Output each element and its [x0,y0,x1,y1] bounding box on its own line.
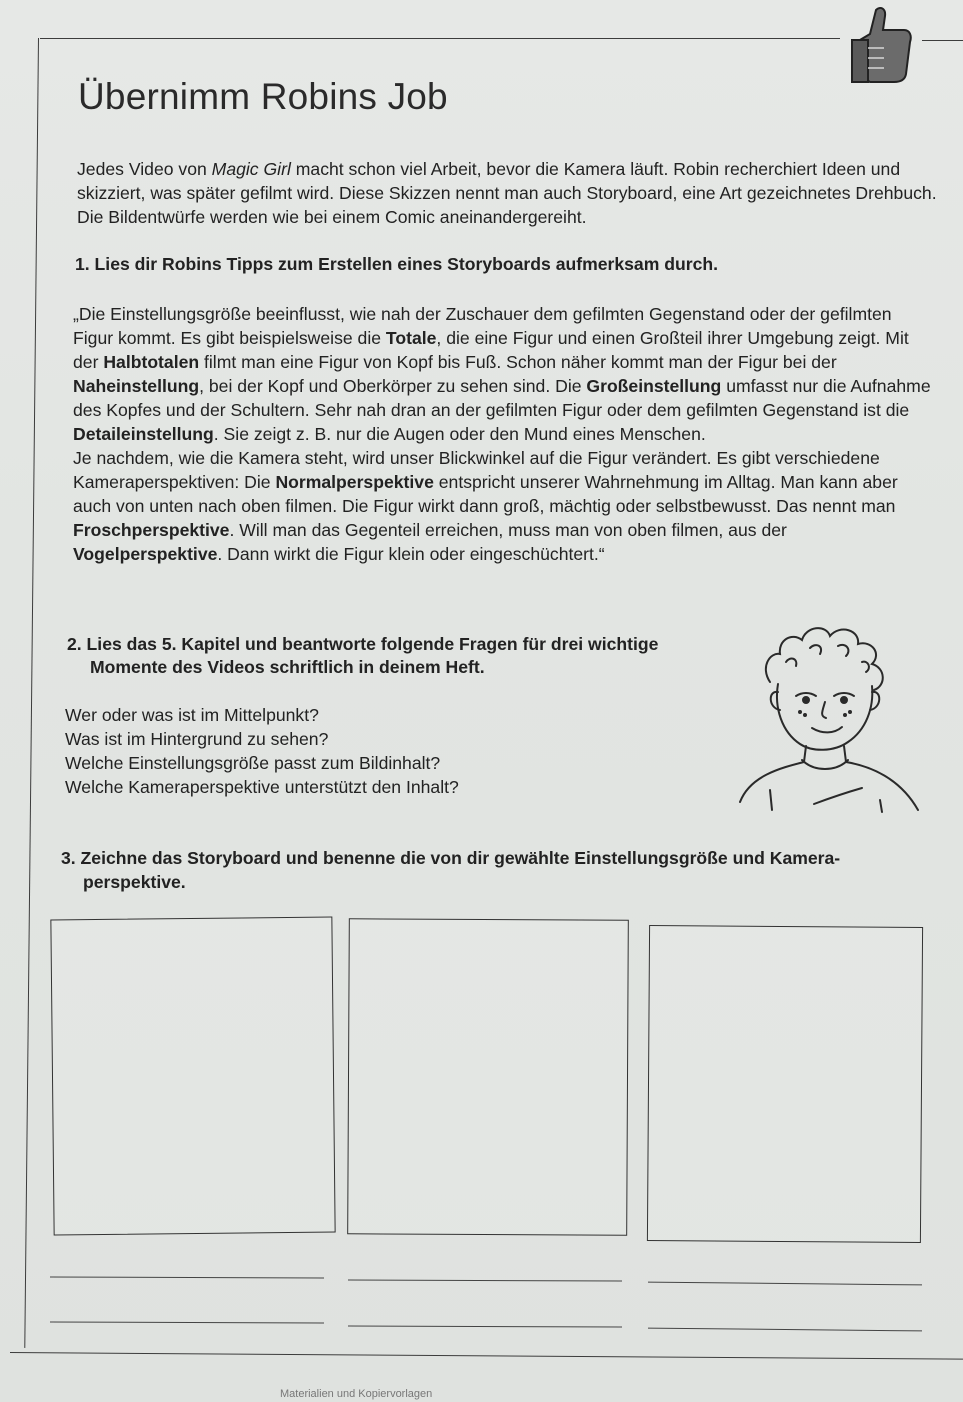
task-3-heading [61,846,941,894]
question-list [65,703,725,799]
writing-line[interactable] [50,1322,324,1324]
robin-illustration [730,612,930,827]
task-2-line-2: Momente des Videos schriftlich in deinem Heft. [90,657,485,677]
question-item: Welche Einstellungsgröße passt zum Bildinhalt? [65,753,441,773]
writing-line[interactable] [648,1328,922,1332]
writing-line[interactable] [50,1277,324,1279]
robins-tips-quote: „Die Einstellungsgröße beeinflusst, wie nah der Zuschauer dem gefilmten Gegenstand oder der gefilmten Figur kommt. Es gibt beispielsweise die Totale, die eine Figur und einen Großteil ihrer Umgebung zeigt. Mit der Halbtotalen filmt man eine Figur von Kopf bis Fuß. Schon näher kommt man der Figur bei der Naheinstellung, bei der Kopf und Oberkörper zu sehen sind. Die Großeinstellung umfasst nur die Aufnahme des Kopfes und der Schultern. Sehr nah dran an der gefilmten Figur oder dem gefilmten Gegenstand ist die Detaileinstellung. Sie zeigt z. B. nur die Augen oder den Mund eines Menschen. Je nachdem, wie die Kamera steht, wird unser Blickwinkel auf die Figur verändert. Es gibt verschiedene Kameraperspektiven: Die Normalperspektive entspricht unserer Wahrnehmung im Alltag. Man kann aber auch von unten nach oben filmen. Die Figur wirkt dann groß, mächtig oder selbstbewusst. Das nennt man Froschperspektive. Will man das Gegenteil erreichen, muss man von oben filmen, aus der Vogelperspektive. Dann wirkt die Figur klein oder eingeschüchtert.“ [73,304,931,564]
writing-line[interactable] [648,1282,922,1286]
page-title: Übernimm Robins Job [78,76,448,117]
frame-left-line [24,38,39,1348]
writing-line[interactable] [348,1280,622,1282]
task-3-line-2: perspektive. [83,872,186,892]
storyboard-frame-2[interactable] [347,918,629,1235]
writing-line[interactable] [348,1326,622,1328]
frame-top-line-right [922,40,963,41]
task-2-heading [67,633,747,679]
question-item: Was ist im Hintergrund zu sehen? [65,729,329,749]
footer-text: Materialien und Kopiervorlagen [280,1388,433,1400]
storyboard-frame-3[interactable] [647,925,923,1243]
intro-paragraph: Jedes Video von Magic Girl macht schon viel Arbeit, bevor die Kamera läuft. Robin recherchiert Ideen und skizziert, was später gefilmt wird. Diese Skizzen nennt man auch Storyboard, eine Art gezeichnetes Drehbuch. Die Bildentwürfe werden wie bei einem Comic aneinandergereiht. [77,159,937,227]
task-1-heading: 1. Lies dir Robins Tipps zum Erstellen eines Storyboards aufmerksam durch. [75,254,719,274]
frame-top-line [40,38,840,39]
task-3-line-1: 3. Zeichne das Storyboard und benenne die von dir gewählte Einstellungsgröße und Kamera- [61,848,841,868]
question-item: Welche Kameraperspektive unterstützt den Inhalt? [65,777,459,797]
thumbs-up-icon [850,4,914,84]
task-2-line-1: 2. Lies das 5. Kapitel und beantworte folgende Fragen für drei wichtige [67,634,659,654]
question-item: Wer oder was ist im Mittelpunkt? [65,705,319,725]
frame-bottom-line [10,1352,963,1360]
storyboard-frame-1[interactable] [50,917,335,1236]
